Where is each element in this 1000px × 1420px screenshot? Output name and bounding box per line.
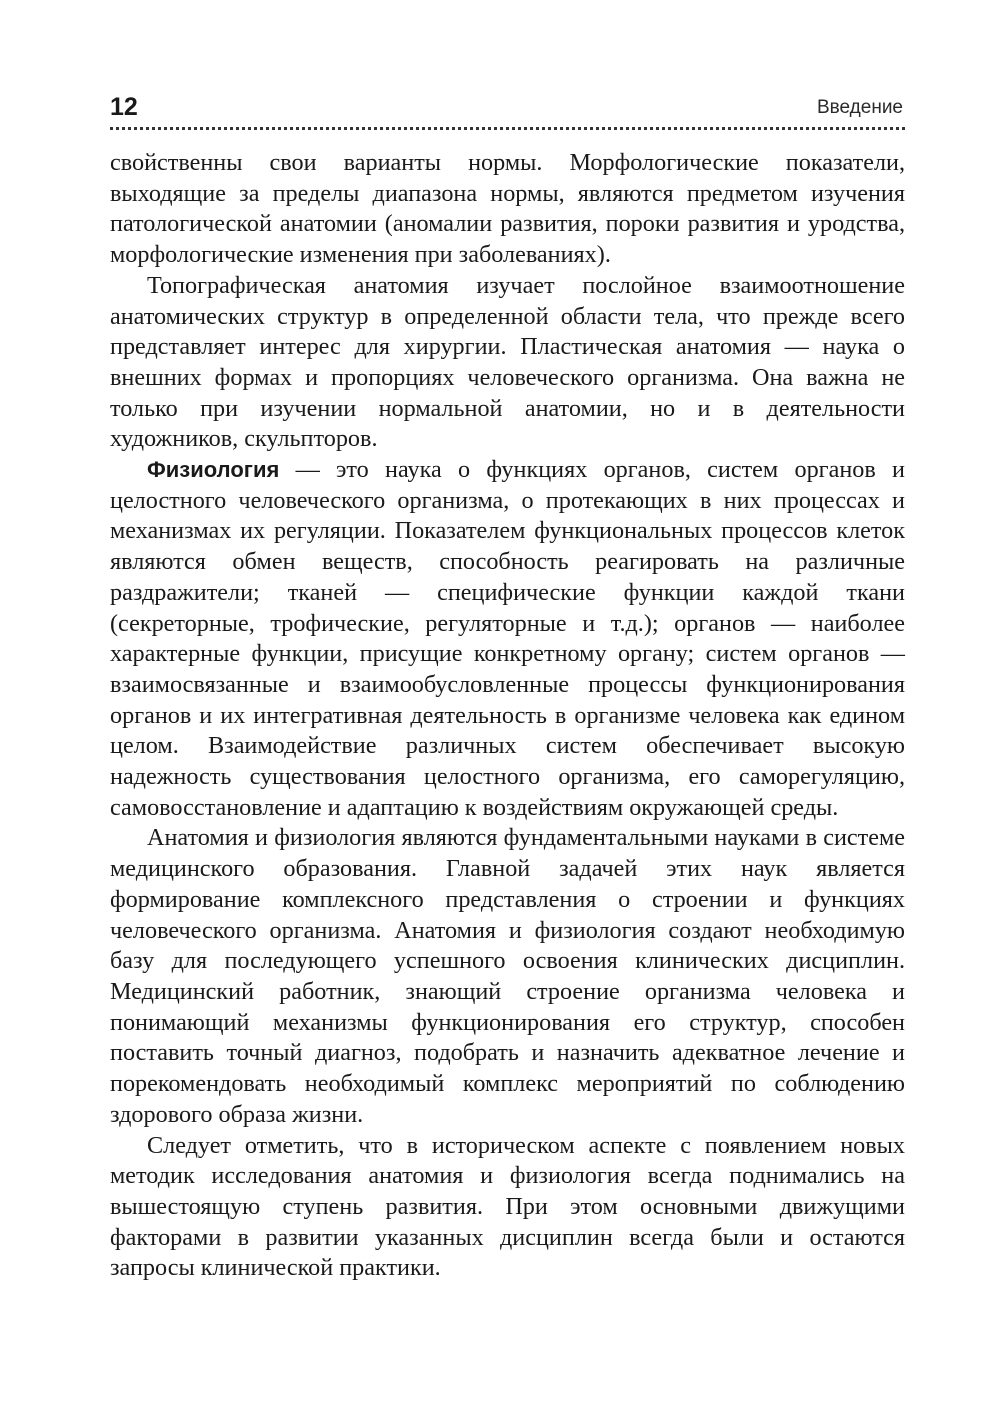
paragraph-historical-aspect: Следует отметить, что в историческом аспекте с появлением новых методик исследования анатомия и физиология всегда поднимались на вышестоящую ступень развития. При этом основными движущими факторами в развитии указанных дисциплин всегда были и остаются запросы клинической практики. — [110, 1131, 905, 1282]
section-title: Введение — [816, 97, 903, 118]
paragraph-continuation: свойственны свои варианты нормы. Морфологические показатели, выходящие за пределы диапазона нормы, являются предметом изучения патологической анатомии (аномалии развития, пороки развития и уродства, морфологические изменения при заболеваниях). — [110, 149, 905, 269]
paragraph-topographic-anatomy: Топографическая анатомия изучает послойное взаимоотношение анатомических структур в определенной области тела, что прежде всего представляет интерес для хирургии. Пластическая анатомия — наука о внешних формах и пропорциях человеческого организма. Она важна не только при изучении нормальной анатомии, но и в деятельности художников, скульпторов. — [110, 271, 905, 453]
paragraph-physiology-text: — это наука о функциях органов, систем органов и целостного человеческого организма, о протекающих в них процессах и механизмах их регуляции. Показателем функциональных процессов клеток являются обмен веществ, способность реагировать на различные раздражители; тканей — специфические функции каждой ткани (секреторные, трофические, регуляторные и т.д.); органов — наиболее характерные функции, присущие конкретному органу; систем органов — взаимосвязанные и взаимообусловленные процессы функционирования органов и их интегративная деятельность в организме человека как едином целом. Взаимодействие различных систем обеспечивает высокую надежность существования целостного организма, его саморегуляцию, самовосстановление и адаптацию к воздействиям окружающей среды. — [110, 456, 905, 821]
body-text — [110, 148, 905, 1284]
book-page — [110, 92, 905, 1284]
paragraph-fundamental-sciences: Анатомия и физиология являются фундаментальными науками в системе медицинского образования. Главной задачей этих наук является формирование комплексного представления о строении и функциях человеческого организма. Анатомия и физиология создают необходимую базу для последующего успешного освоения клинических дисциплин. Медицинский работник, знающий строение организма человека и понимающий механизмы функционирования его структур, способен поставить точный диагноз, подобрать и назначить адекватное лечение и порекомендовать необходимый комплекс мероприятий по соблюдению здорового образа жизни. — [110, 824, 905, 1128]
header-dotted-rule — [110, 127, 905, 130]
running-head — [110, 92, 905, 126]
page-number: 12 — [110, 93, 138, 121]
paragraph-physiology — [110, 455, 905, 823]
term-physiology: Физиология — [147, 457, 280, 483]
